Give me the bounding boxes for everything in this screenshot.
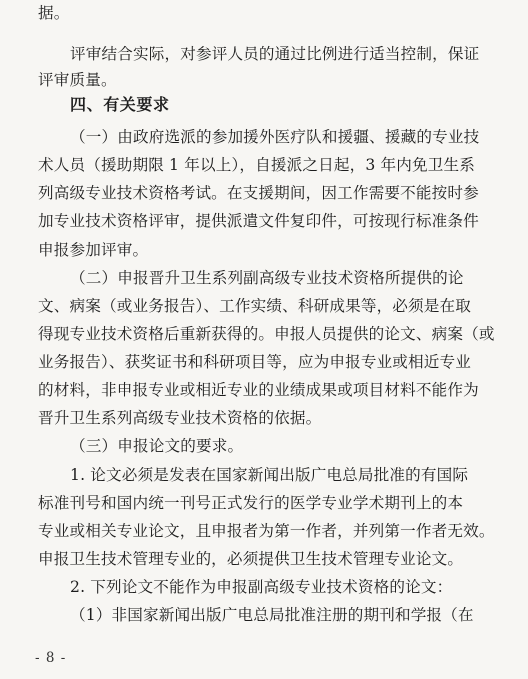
text-line: 业务报告）、获奖证书和科研项目等，应为申报专业或相近专业 (38, 353, 472, 371)
text-line: 晋升卫生系列高级专业技术资格的依据。 (38, 409, 322, 427)
text-line: 据。 (38, 4, 70, 22)
text-line: 术人员（援助期限 1 年以上），自援派之日起，3 年内免卫生系 (38, 156, 476, 174)
page-number: - 8 - (35, 650, 67, 666)
text-line: 评审质量。 (38, 71, 117, 89)
text-line: （三）申报论文的要求。 (70, 437, 244, 455)
section-heading: 四、有关要求 (70, 95, 170, 114)
text-line: 列高级专业技术资格考试。在支援期间，因工作需要不能按时参 (38, 184, 479, 202)
text-line: 2. 下列论文不能作为申报副高级专业技术资格的论文： (70, 578, 453, 596)
text-line: 申报卫生技术管理专业的，必须提供卫生技术管理专业论文。 (38, 550, 464, 568)
text-line: 申报参加评审。 (38, 241, 149, 259)
text-line: 文、病案（或业务报告）、工作实绩、科研成果等，必须是在取 (38, 297, 472, 315)
text-line: 专业或相关专业论文，且申报者为第一作者，并列第一作者无效。 (38, 522, 495, 540)
text-line: （一）由政府选派的参加援外医疗队和援疆、援藏的专业技 (70, 128, 480, 146)
text-line: 1. 论文必须是发表在国家新闻出版广电总局批准的有国际 (70, 466, 469, 484)
text-line: 评审结合实际，对参评人员的通过比例进行适当控制，保证 (70, 45, 480, 63)
text-line: 标准刊号和国内统一刊号正式发行的医学专业学术期刊上的本 (38, 494, 464, 512)
text-line: 的材料，非申报专业或相近专业的业绩成果或项目材料不能作为 (38, 381, 479, 399)
text-line: 加专业技术资格评审，提供派遣文件复印件，可按现行标准条件 (38, 212, 479, 230)
text-line: （1）非国家新闻出版广电总局批准注册的期刊和学报（在 (70, 606, 474, 624)
text-line: 得现专业技术资格后重新获得的。申报人员提供的论文、病案（或 (38, 325, 495, 343)
text-line: （二）申报晋升卫生系列副高级专业技术资格所提供的论 (70, 269, 464, 287)
